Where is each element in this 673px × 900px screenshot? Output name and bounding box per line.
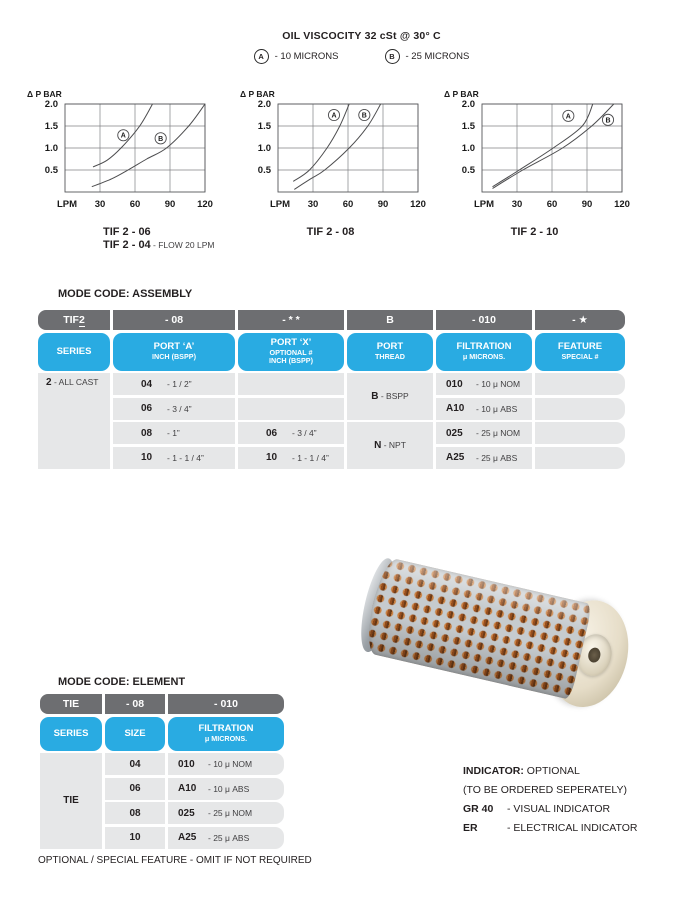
feature-row bbox=[535, 447, 625, 469]
filtration-row: A25 - 25 μ ABS bbox=[168, 827, 284, 849]
oil-viscosity-title: OIL VISCOCITY 32 cSt @ 30° C bbox=[282, 30, 441, 42]
svg-text:LPM: LPM bbox=[56, 199, 78, 210]
svg-text:2.0: 2.0 bbox=[257, 99, 271, 111]
svg-text:1.0: 1.0 bbox=[461, 143, 475, 155]
legend-item-b bbox=[385, 49, 470, 64]
code-cell-series: TIF 2 bbox=[38, 310, 110, 330]
svg-text:0.5: 0.5 bbox=[257, 165, 271, 177]
chart-2-caption: TIF 2 - 08 bbox=[306, 226, 355, 238]
svg-text:B: B bbox=[158, 135, 164, 143]
filtration-row: 010 - 10 μ NOM bbox=[436, 373, 532, 395]
thread-row: B - BSPP bbox=[347, 373, 433, 420]
size-row: 04 bbox=[105, 753, 165, 775]
chart-3-caption: TIF 2 - 10 bbox=[510, 226, 559, 238]
chart-canvas-2 bbox=[228, 86, 433, 223]
svg-text:120: 120 bbox=[614, 199, 630, 210]
header-size: SIZE bbox=[105, 717, 165, 751]
svg-text:90: 90 bbox=[164, 199, 176, 210]
header-feature: FEATURE SPECIAL # bbox=[535, 333, 625, 371]
micron-legend bbox=[50, 49, 673, 64]
svg-text:0.5: 0.5 bbox=[461, 165, 475, 177]
indicator-note bbox=[463, 762, 638, 838]
svg-text:60: 60 bbox=[546, 199, 558, 210]
chart-svg bbox=[228, 86, 433, 218]
svg-text:LPM: LPM bbox=[473, 199, 495, 210]
port-x-row: 06 - 3 / 4” bbox=[238, 422, 344, 444]
thread-row: N - NPT bbox=[347, 422, 433, 469]
indicator-item: ER - ELECTRICAL INDICATOR bbox=[463, 822, 638, 834]
circle-a-icon: A bbox=[254, 49, 269, 64]
filter-cylinder bbox=[362, 556, 593, 700]
svg-text:90: 90 bbox=[581, 199, 593, 210]
header-port-a: PORT ‘A’ INCH (BSPP) bbox=[113, 333, 235, 371]
svg-text:30: 30 bbox=[94, 199, 106, 210]
chart-svg bbox=[15, 86, 220, 218]
series-value-cell: TIE bbox=[40, 753, 102, 849]
feature-row bbox=[535, 398, 625, 420]
svg-text:A: A bbox=[331, 112, 337, 120]
filter-element-image bbox=[366, 548, 624, 714]
legend-a-label: - 10 MICRONS bbox=[274, 51, 339, 62]
filtration-row: A10 - 10 μ ABS bbox=[168, 778, 284, 800]
code-cell-port-a: - 08 bbox=[113, 310, 235, 330]
filter-cap-hole bbox=[587, 646, 602, 663]
filtration-row: 025 - 25 μ NOM bbox=[168, 802, 284, 824]
port-a-row: 06 - 3 / 4” bbox=[113, 398, 235, 420]
svg-text:2.0: 2.0 bbox=[44, 99, 58, 111]
size-row: 10 bbox=[105, 827, 165, 849]
legend-item-a bbox=[254, 49, 339, 64]
header-port-x: PORT ‘X’ OPTIONAL # INCH (BSPP) bbox=[238, 333, 344, 371]
series-value-cell: 2 - ALL CAST bbox=[38, 373, 110, 469]
svg-text:1.0: 1.0 bbox=[44, 143, 58, 155]
svg-text:2.0: 2.0 bbox=[461, 99, 475, 111]
port-x-row bbox=[238, 398, 344, 420]
code-cell-filtration: - 010 bbox=[168, 694, 284, 714]
code-cell-feature: - ★ bbox=[535, 310, 625, 330]
indicator-title: INDICATOR: OPTIONAL bbox=[463, 765, 580, 777]
code-cell-series: TIE bbox=[40, 694, 102, 714]
filtration-row: A25 - 25 μ ABS bbox=[436, 447, 532, 469]
element-section-title: MODE CODE: ELEMENT bbox=[58, 676, 186, 688]
svg-text:90: 90 bbox=[377, 199, 389, 210]
svg-text:1.5: 1.5 bbox=[461, 121, 475, 133]
code-cell-port-x: - * * bbox=[238, 310, 344, 330]
svg-text:120: 120 bbox=[410, 199, 426, 210]
svg-text:A: A bbox=[120, 132, 126, 140]
legend-b-label: - 25 MICRONS bbox=[405, 51, 470, 62]
svg-text:1.5: 1.5 bbox=[44, 121, 58, 133]
chart-svg bbox=[432, 86, 637, 218]
svg-text:120: 120 bbox=[197, 199, 213, 210]
svg-text:B: B bbox=[361, 112, 367, 120]
port-x-row bbox=[238, 373, 344, 395]
feature-row bbox=[535, 373, 625, 395]
chart-canvas-3 bbox=[432, 86, 637, 223]
header-filtration: FILTRATION μ MICRONS. bbox=[436, 333, 532, 371]
svg-text:1.0: 1.0 bbox=[257, 143, 271, 155]
size-row: 06 bbox=[105, 778, 165, 800]
svg-text:Δ P BAR: Δ P BAR bbox=[444, 89, 479, 99]
svg-text:Δ P BAR: Δ P BAR bbox=[27, 89, 62, 99]
port-a-row: 04 - 1 / 2” bbox=[113, 373, 235, 395]
svg-text:LPM: LPM bbox=[269, 199, 291, 210]
code-cell-size: - 08 bbox=[105, 694, 165, 714]
svg-text:60: 60 bbox=[342, 199, 354, 210]
chart-1-caption-line2: TIF 2 - 04 - FLOW 20 LPM bbox=[103, 239, 215, 251]
size-row: 08 bbox=[105, 802, 165, 824]
header-series: SERIES bbox=[40, 717, 102, 751]
svg-text:1.5: 1.5 bbox=[257, 121, 271, 133]
header-filtration: FILTRATION μ MICRONS. bbox=[168, 717, 284, 751]
svg-text:A: A bbox=[565, 113, 571, 121]
element-table bbox=[40, 694, 284, 849]
chart-canvas-1 bbox=[15, 86, 220, 223]
code-cell-thread: B bbox=[347, 310, 433, 330]
chart-1-caption-line1: TIF 2 - 06 bbox=[103, 226, 151, 238]
footnote: OPTIONAL / SPECIAL FEATURE - OMIT IF NOT REQUIRED bbox=[38, 855, 312, 866]
port-a-row: 08 - 1” bbox=[113, 422, 235, 444]
svg-text:30: 30 bbox=[307, 199, 319, 210]
chart-1-caption bbox=[15, 226, 220, 252]
svg-text:0.5: 0.5 bbox=[44, 165, 58, 177]
header-thread: PORT THREAD bbox=[347, 333, 433, 371]
port-x-row: 10 - 1 - 1 / 4” bbox=[238, 447, 344, 469]
indicator-subtitle: (TO BE ORDERED SEPERATELY) bbox=[463, 784, 627, 796]
svg-text:60: 60 bbox=[129, 199, 141, 210]
svg-text:30: 30 bbox=[511, 199, 523, 210]
chart-header bbox=[50, 30, 673, 64]
indicator-item: GR 40 - VISUAL INDICATOR bbox=[463, 803, 611, 815]
pressure-drop-chart-1 bbox=[15, 86, 220, 252]
filter-perforated-shell bbox=[362, 556, 593, 700]
svg-text:B: B bbox=[605, 117, 611, 125]
svg-text:Δ P BAR: Δ P BAR bbox=[240, 89, 275, 99]
pressure-drop-chart-3 bbox=[432, 86, 637, 239]
assembly-section-title: MODE CODE: ASSEMBLY bbox=[58, 288, 193, 300]
filtration-row: A10 - 10 μ ABS bbox=[436, 398, 532, 420]
filtration-row: 010 - 10 μ NOM bbox=[168, 753, 284, 775]
assembly-table bbox=[38, 310, 625, 469]
filtration-row: 025 - 25 μ NOM bbox=[436, 422, 532, 444]
feature-row bbox=[535, 422, 625, 444]
port-a-row: 10 - 1 - 1 / 4” bbox=[113, 447, 235, 469]
circle-b-icon: B bbox=[385, 49, 400, 64]
header-series: SERIES bbox=[38, 333, 110, 371]
pressure-drop-chart-2 bbox=[228, 86, 433, 239]
code-cell-filtration: - 010 bbox=[436, 310, 532, 330]
